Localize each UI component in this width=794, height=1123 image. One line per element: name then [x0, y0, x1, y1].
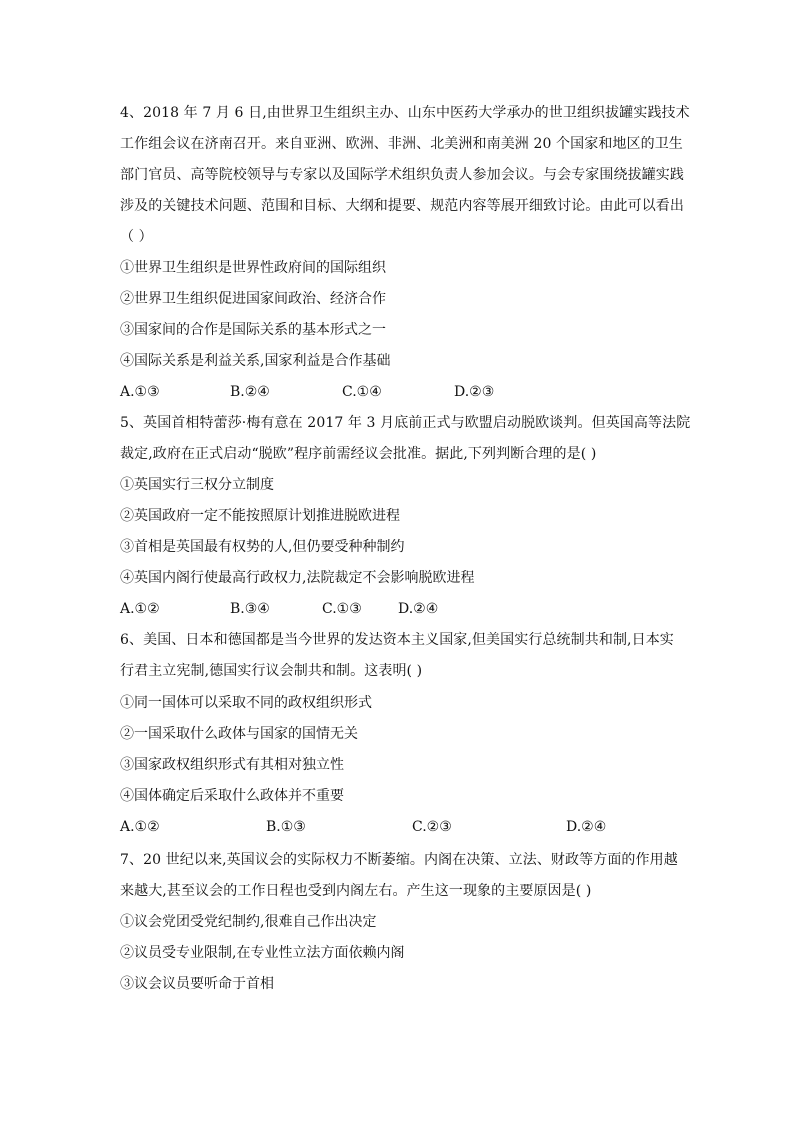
- question-4-option-3: ③国家间的合作是国际关系的基本形式之一: [120, 322, 386, 338]
- question-5-line: 裁定,政府在正式启动“脱欧”程序前需经议会批准。据此,下列判断合理的是( ): [120, 446, 597, 462]
- choice-c: C.①④: [342, 384, 382, 400]
- question-6-stem: [120, 625, 680, 687]
- question-6-option-3: ③国家政权组织形式有其相对独立性: [120, 757, 344, 773]
- question-5-option-1: ①英国实行三权分立制度: [120, 477, 274, 493]
- question-4-choices: [120, 377, 680, 408]
- question-5-stem: [120, 408, 691, 470]
- question-5-option-3: ③首相是英国最有权势的人,但仍要受种种制约: [120, 539, 405, 555]
- question-4-option-2: ②世界卫生组织促进国家间政治、经济合作: [120, 291, 386, 307]
- question-6-option-4: ④国体确定后采取什么政体并不重要: [120, 788, 344, 804]
- choice-d: D.②④: [398, 601, 439, 617]
- question-4-line: （ ）: [120, 229, 153, 245]
- choice-d: D.②④: [566, 819, 607, 835]
- question-5-option-2: ②英国政府一定不能按照原计划推进脱欧进程: [120, 508, 400, 524]
- choice-b: B.①③: [266, 819, 306, 835]
- choice-b: B.③④: [230, 601, 270, 617]
- question-7-option-3: ③议会议员要听命于首相: [120, 976, 274, 992]
- choice-d: D.②③: [454, 384, 495, 400]
- question-4-line: 工作组会议在济南召开。来自亚洲、欧洲、非洲、北美洲和南美洲 20 个国家和地区的卫生: [120, 136, 683, 152]
- question-4-stem: [120, 98, 690, 253]
- question-6-line: 6、美国、日本和德国都是当今世界的发达资本主义国家,但美国实行总统制共和制,日本实: [120, 632, 674, 648]
- question-5-choices: [120, 594, 680, 625]
- question-4-line: 涉及的关键技术问题、范围和目标、大纲和提要、规范内容等展开细致讨论。由此可以看出: [120, 198, 684, 214]
- choice-a: A.①②: [120, 819, 160, 835]
- question-6-choices: [120, 812, 680, 843]
- choice-a: A.①③: [120, 384, 160, 400]
- question-7-line: 来越大,甚至议会的工作日程也受到内阁左右。产生这一现象的主要原因是( ): [120, 883, 592, 899]
- question-6-option-2: ②一国采取什么政体与国家的国情无关: [120, 726, 358, 742]
- question-5-line: 5、英国首相特蕾莎·梅有意在 2017 年 3 月底前正式与欧盟启动脱欧谈判。但英国高等法院: [120, 415, 691, 431]
- choice-a: A.①②: [120, 601, 160, 617]
- question-7-option-1: ①议会党团受党纪制约,很难自己作出决定: [120, 914, 377, 930]
- choice-c: C.②③: [412, 819, 452, 835]
- question-4-line: 4、2018 年 7 月 6 日,由世界卫生组织主办、山东中医药大学承办的世卫组织拔罐实践技术: [120, 105, 690, 121]
- choice-b: B.②④: [230, 384, 270, 400]
- question-7-line: 7、20 世纪以来,英国议会的实际权力不断萎缩。内阁在决策、立法、财政等方面的作用越: [120, 852, 678, 868]
- question-5-option-4: ④英国内阁行使最高行政权力,法院裁定不会影响脱欧进程: [120, 570, 475, 586]
- question-4-line: 部门官员、高等院校领导与专家以及国际学术组织负责人参加会议。与会专家围绕拔罐实践: [120, 167, 684, 183]
- question-6-line: 行君主立宪制,德国实行议会制共和制。这表明( ): [120, 663, 423, 679]
- question-4-option-4: ④国际关系是利益关系,国家利益是合作基础: [120, 353, 391, 369]
- question-6-option-1: ①同一国体可以采取不同的政权组织形式: [120, 695, 372, 711]
- choice-c: C.①③: [322, 601, 362, 617]
- question-7-stem: [120, 845, 680, 907]
- question-4-option-1: ①世界卫生组织是世界性政府间的国际组织: [120, 260, 386, 276]
- question-7-option-2: ②议员受专业限制,在专业性立法方面依赖内阁: [120, 945, 405, 961]
